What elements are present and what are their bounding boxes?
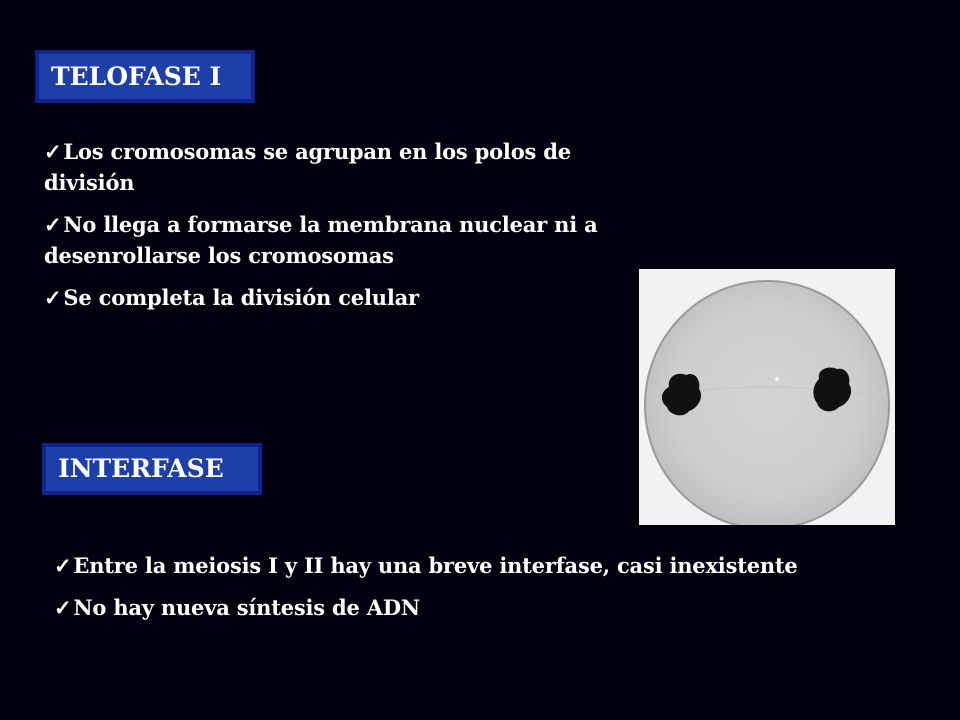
telofase-bullet-text: No llega a formarse la membrana nuclear ni a desenrollarse los cromosomas [44, 212, 598, 268]
check-icon: ✓ [44, 285, 62, 310]
interfase-title-box [42, 443, 262, 495]
telophase-micrograph-image [639, 269, 895, 525]
telofase-bullet [44, 209, 614, 271]
interfase-title: INTERFASE [58, 454, 224, 483]
telofase-bullet [44, 282, 614, 313]
check-icon: ✓ [54, 595, 72, 620]
telofase-bullet [44, 136, 614, 198]
interfase-bullet-text: No hay nueva síntesis de ADN [73, 595, 420, 620]
telofase-title: TELOFASE I [51, 61, 222, 91]
telofase-bullet-list [44, 136, 614, 324]
interfase-bullet-text: Entre la meiosis I y II hay una breve interfase, casi inexistente [73, 553, 798, 578]
check-icon: ✓ [54, 553, 72, 578]
interfase-bullet [54, 550, 934, 581]
cell-speck [775, 377, 779, 381]
interfase-bullet [54, 592, 934, 623]
telofase-bullet-text: Se completa la división celular [63, 285, 419, 310]
telofase-title-box [35, 50, 255, 103]
interfase-bullet-list [54, 550, 934, 634]
telofase-bullet-text: Los cromosomas se agrupan en los polos de división [44, 139, 571, 195]
check-icon: ✓ [44, 139, 62, 164]
check-icon: ✓ [44, 212, 62, 237]
